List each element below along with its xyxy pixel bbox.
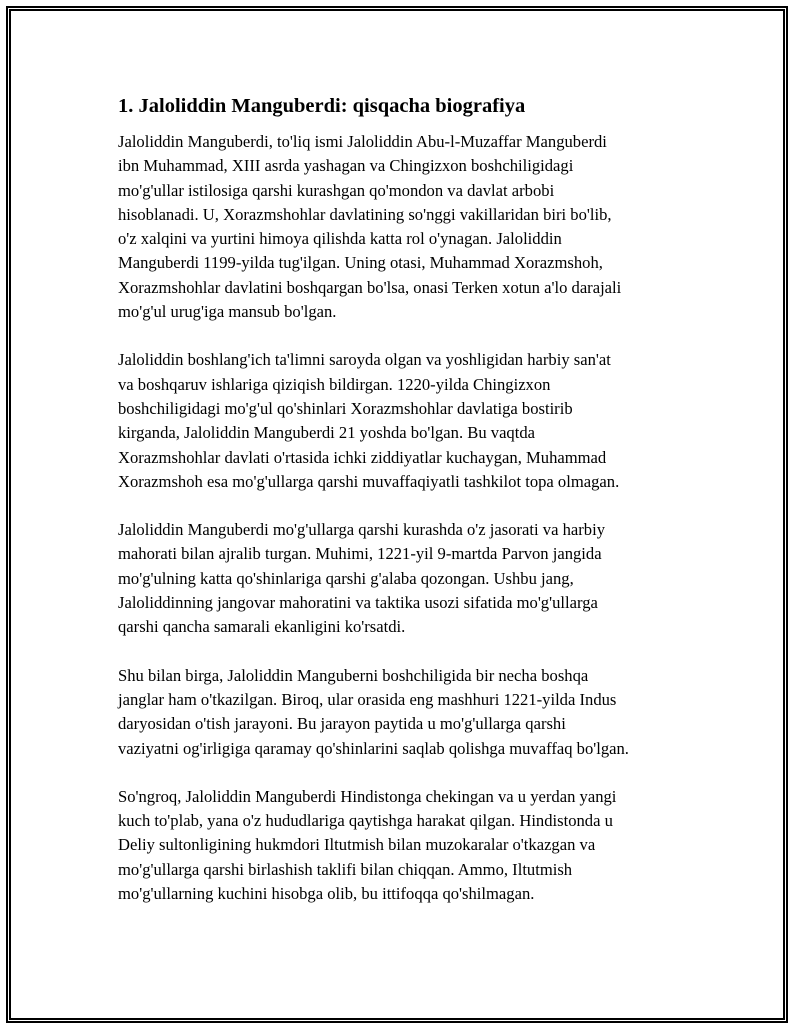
- text-line: Shu bilan birga, Jaloliddin Manguberni boshchiligida bir necha boshqa: [118, 665, 589, 685]
- text-line: Jaloliddinning jangovar mahoratini va taktika usozi sifatida mo'g'ullarga: [118, 593, 598, 613]
- text-line: vaziyatni og'irligiga qaramay qo'shinlarini saqlab qolishga muvaffaq bo'lgan.: [118, 738, 629, 758]
- text-line: Xorazmshoh esa mo'g'ullarga qarshi muvaffaqiyatli tashkilot topa olmagan.: [118, 471, 620, 491]
- text-line: Jaloliddin Manguberdi, to'liq ismi Jaloliddin Abu-l-Muzaffar Manguberdi: [118, 132, 607, 151]
- paragraph-3: [118, 518, 698, 639]
- text-line: mo'g'ulning katta qo'shinlariga qarshi g'alaba qozongan. Ushbu jang,: [118, 568, 574, 588]
- text-line: mo'g'ullarning kuchini hisobga olib, bu ittifoqqa qo'shilmagan.: [118, 884, 535, 904]
- text-line: mo'g'ul urug'iga mansub bo'lgan.: [118, 302, 337, 322]
- paragraph-2: [118, 348, 698, 494]
- text-line: janglar ham o'tkazilgan. Biroq, ular orasida eng mashhuri 1221-yilda Indus: [118, 689, 617, 709]
- text-line: mo'g'ullarga qarshi birlashish taklifi bilan chiqqan. Ammo, Iltutmish: [118, 859, 573, 879]
- document-title: 1. Jaloliddin Manguberdi: qisqacha biografiya: [118, 95, 526, 117]
- text-line: Jaloliddin Manguberdi mo'g'ullarga qarshi kurashda o'z jasorati va harbiy: [118, 520, 605, 540]
- text-line: hisoblanadi. U, Xorazmshohlar davlatining so'nggi vakillaridan biri bo'lib,: [118, 204, 612, 224]
- text-line: Xorazmshohlar davlatini boshqargan bo'lsa, onasi Terken xotun a'lo darajali: [118, 277, 622, 297]
- paragraph-1: [118, 130, 698, 324]
- text-line: boshchiligidagi mo'g'ul qo'shinlari Xorazmshohlar davlatiga bostirib: [118, 398, 573, 418]
- text-line: Xorazmshohlar davlati o'rtasida ichki ziddiyatlar kuchaygan, Muhammad: [118, 447, 607, 467]
- text-line: daryosidan o'tish jarayoni. Bu jarayon paytida u mo'g'ullarga qarshi: [118, 714, 566, 734]
- text-line: o'z xalqini va yurtini himoya qilishda katta rol o'ynagan. Jaloliddin: [118, 229, 562, 249]
- paragraph-4: [118, 664, 698, 761]
- text-line: mahorati bilan ajralib turgan. Muhimi, 1221-yil 9-martda Parvon jangida: [118, 544, 602, 564]
- text-line: qarshi qancha samarali ekanligini ko'rsatdi.: [118, 617, 406, 637]
- text-line: mo'g'ullar istilosiga qarshi kurashgan qo'mondon va davlat arbobi: [118, 180, 555, 200]
- text-line: Jaloliddin boshlang'ich ta'limni saroyda olgan va yoshligidan harbiy san'at: [118, 350, 611, 370]
- text-line: kuch to'plab, yana o'z hududlariga qaytishga harakat qilgan. Hindistonda u: [118, 811, 613, 831]
- paragraph-5: [118, 785, 698, 906]
- text-line: ibn Muhammad, XIII asrda yashagan va Chingizxon boshchiligidagi: [118, 156, 574, 176]
- text-line: Manguberdi 1199-yilda tug'ilgan. Uning otasi, Muhammad Xorazmshoh,: [118, 253, 603, 273]
- text-line: So'ngroq, Jaloliddin Manguberdi Hindistonga chekingan va u yerdan yangi: [118, 786, 617, 806]
- text-line: Deliy sultonligining hukmdori Iltutmish bilan muzokaralar o'tkazgan va: [118, 835, 596, 855]
- text-line: kirganda, Jaloliddin Manguberdi 21 yoshda bo'lgan. Bu vaqtda: [118, 423, 535, 443]
- document-body: [118, 92, 698, 930]
- text-line: va boshqaruv ishlariga qiziqish bildirgan. 1220-yilda Chingizxon: [118, 374, 551, 394]
